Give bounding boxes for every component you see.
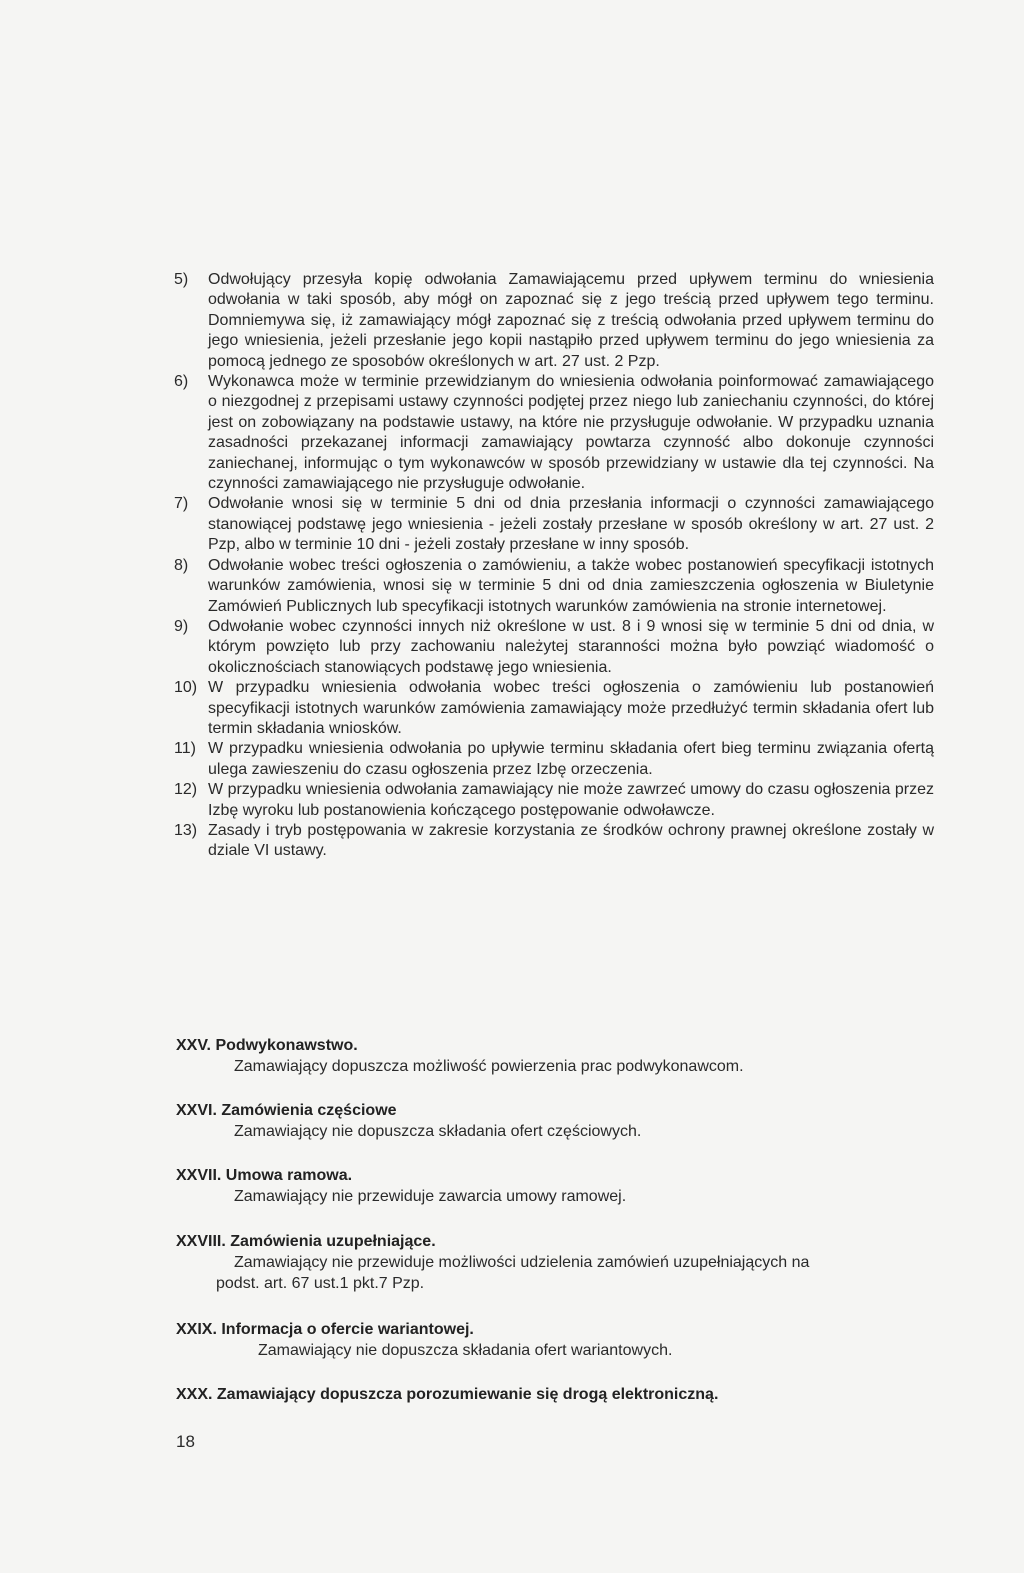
- section-supplementary-orders: [176, 1232, 956, 1294]
- list-item-number: 13): [174, 821, 198, 839]
- section-body: Zamawiający nie przewiduje zawarcia umowy ramowej.: [234, 1188, 627, 1206]
- section-framework-agreement: [176, 1166, 956, 1208]
- list-item-text: Odwołanie wnosi się w terminie 5 dni od dnia przesłania informacji o czynności zamawiającego stanowiącej podstawę jego wniesienia - jeżeli zostały przesłane w sposób określony w art. 27 ust. 2 Pzp, albo w terminie 10 dni - jeżeli zostały przesłane w inny sposób.: [208, 495, 934, 554]
- list-item: [174, 617, 934, 678]
- list-item-text: W przypadku wniesienia odwołania zamawiający nie może zawrzeć umowy do czasu ogłoszenia przez Izbę wyroku lub postanowienia kończącego postępowanie odwoławcze.: [208, 781, 934, 819]
- list-item-text: Odwołanie wobec treści ogłoszenia o zamówieniu, a także wobec postanowień specyfikacji istotnych warunków zamówienia, wnosi się w terminie 5 dni od dnia zamieszczenia ogłoszenia w Biuletynie Zamówień Publicznych lub specyfikacji istotnych warunków zamówienia na stronie internetowej.: [208, 556, 934, 615]
- list-item: [174, 494, 934, 555]
- section-partial-orders: [176, 1101, 956, 1143]
- list-item-text: W przypadku wniesienia odwołania wobec treści ogłoszenia o zamówieniu lub postanowień specyfikacji istotnych warunków zamówienia zamawiający może przedłużyć termin składania ofert lub termin składania wniosków.: [208, 679, 934, 737]
- section-body: Zamawiający nie dopuszcza składania ofert wariantowych.: [258, 1342, 673, 1360]
- appeal-rules-list: [174, 270, 934, 862]
- section-heading: XXVII. Umowa ramowa.: [176, 1167, 353, 1184]
- page-number: 18: [176, 1432, 195, 1451]
- section-subcontracting: [176, 1036, 956, 1078]
- list-item: [174, 780, 934, 821]
- list-item-number: 9): [174, 617, 189, 635]
- list-item-number: 7): [174, 495, 189, 513]
- section-heading: XXVIII. Zamówienia uzupełniające.: [176, 1233, 436, 1250]
- list-item-number: 10): [174, 679, 198, 697]
- list-item: [174, 678, 934, 739]
- list-item: [174, 270, 934, 372]
- list-item-number: 6): [174, 373, 189, 391]
- list-item: [174, 556, 934, 617]
- section-variant-offers: [176, 1320, 956, 1362]
- section-body-continuation: podst. art. 67 ust.1 pkt.7 Pzp.: [216, 1274, 425, 1292]
- list-item: [174, 372, 934, 494]
- list-item-number: 5): [174, 271, 189, 288]
- list-item-text: Wykonawca może w terminie przewidzianym do wniesienia odwołania poinformować zamawiającego o niezgodnej z przepisami ustawy czynności podjętej przez niego lub zaniechaniu czynności, do której jest on zobowiązany na podstawie ustawy, na które nie przysługuje odwołanie. W przypadku uznania zasadności przekazanej informacji zamawiający powtarza czynność albo dokonuje czynności zaniechanej, informując o tym wykonawców w sposób przewidziany w ustawie dla tej czynności. Na czynności zamawiającego nie przysługuje odwołanie.: [208, 373, 934, 493]
- section-body: Zamawiający dopuszcza możliwość powierzenia prac podwykonawcom.: [234, 1058, 744, 1076]
- list-item-number: 12): [174, 781, 198, 799]
- section-electronic-communication: [176, 1385, 956, 1405]
- section-heading: XXIX. Informacja o ofercie wariantowej.: [176, 1321, 474, 1338]
- section-body: Zamawiający nie przewiduje możliwości udzielenia zamówień uzupełniających na: [234, 1254, 810, 1272]
- list-item-text: W przypadku wniesienia odwołania po upływie terminu składania ofert bieg terminu związania ofertą ulega zawieszeniu do czasu ogłoszenia przez Izbę orzeczenia.: [208, 740, 934, 778]
- list-item-number: 8): [174, 556, 189, 574]
- section-body: Zamawiający nie dopuszcza składania ofert częściowych.: [234, 1123, 642, 1141]
- section-heading: XXV. Podwykonawstwo.: [176, 1037, 358, 1054]
- section-heading: XXX. Zamawiający dopuszcza porozumiewanie się drogą elektroniczną.: [176, 1386, 719, 1403]
- list-item-number: 11): [174, 740, 196, 758]
- list-item: [174, 739, 934, 780]
- section-heading: XXVI. Zamówienia częściowe: [176, 1102, 397, 1119]
- list-item-text: Odwołanie wobec czynności innych niż określone w ust. 8 i 9 wnosi się w terminie 5 dni od dnia, w którym powzięto lub przy zachowaniu należytej staranności można było powziąć wiadomość o okolicznościach stanowiących podstawę jego wniesienia.: [208, 617, 934, 676]
- list-item-text: Zasady i tryb postępowania w zakresie korzystania ze środków ochrony prawnej określone zostały w dziale VI ustawy.: [208, 821, 934, 860]
- list-item-text: Odwołujący przesyła kopię odwołania Zamawiającemu przed upływem terminu do wniesienia odwołania w taki sposób, aby mógł on zapoznać się z jego treścią przed upływem tego terminu. Domniemywa się, iż zamawiający mógł zapoznać się z treścią odwołania przed upływem terminu do jego wniesienia, jeżeli przesłanie jego kopii nastąpiło przed upływem terminu do jego wniesienia za pomocą jednego ze sposobów określonych w art. 27 ust. 2 Pzp.: [208, 271, 934, 370]
- list-item: [174, 821, 934, 862]
